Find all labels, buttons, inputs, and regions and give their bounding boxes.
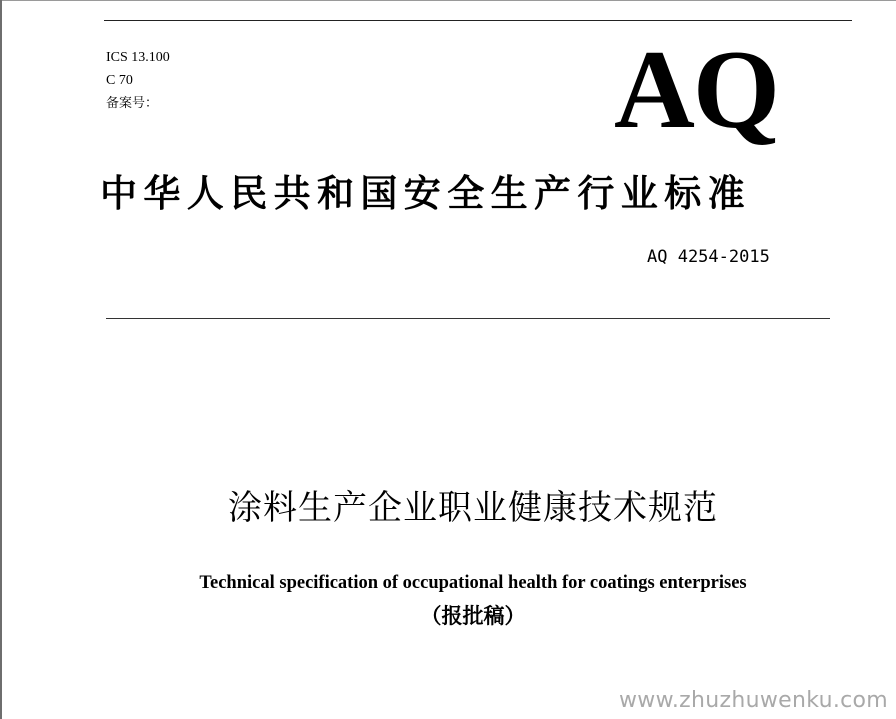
document-title-english: Technical specification of occupational health for coatings enterprises xyxy=(199,573,747,593)
standard-number: AQ 4254-2015 xyxy=(647,247,770,267)
ics-code: ICS 13.100 xyxy=(106,50,170,65)
top-rule xyxy=(104,20,852,21)
record-number-label: 备案号： xyxy=(106,96,159,111)
document-title-chinese: 涂料生产企业职业健康技术规范 xyxy=(228,488,718,528)
draft-status: （报批稿） xyxy=(420,604,526,628)
watermark: www.zhuzhuwenku.com xyxy=(619,688,888,713)
middle-rule xyxy=(106,318,830,319)
aq-logo: AQ xyxy=(614,28,778,152)
viewer-frame-top xyxy=(0,0,896,1)
classification-code: C 70 xyxy=(106,73,133,88)
standard-category-title: 中华人民共和国安全生产行业标准 xyxy=(100,172,751,215)
